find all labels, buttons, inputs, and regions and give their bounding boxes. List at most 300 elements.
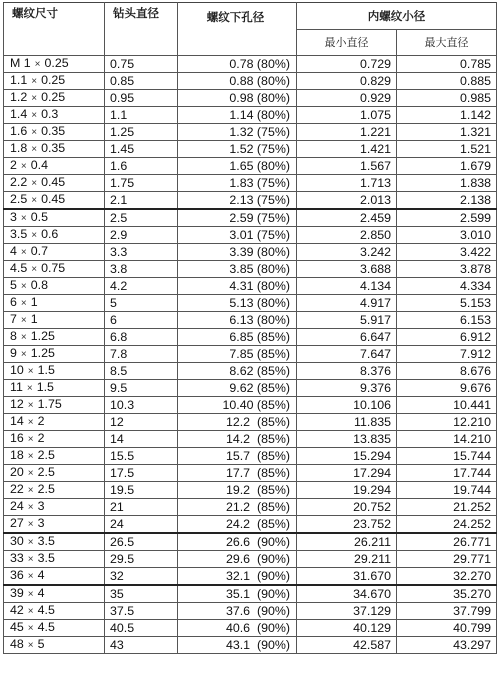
cell-tap-hole: 0.88 (80%): [178, 73, 297, 90]
cell-thread-size: [4, 346, 105, 363]
cell-drill-diameter: 8.5: [105, 363, 178, 380]
cell-drill-diameter: 24: [105, 516, 178, 534]
cell-max-diameter: 6.912: [397, 329, 497, 346]
cell-thread-size: [4, 124, 105, 141]
cell-tap-hole: 12.2 (85%): [178, 414, 297, 431]
table-row: [4, 124, 497, 141]
times-sign: ×: [27, 606, 34, 617]
cell-min-diameter: 15.294: [297, 448, 397, 465]
thread-pitch: 4.5: [37, 603, 55, 617]
cell-min-diameter: 8.376: [297, 363, 397, 380]
cell-thread-size: [4, 431, 105, 448]
times-sign: ×: [27, 571, 34, 582]
cell-drill-diameter: 0.85: [105, 73, 178, 90]
header-minor-diameter: 内螺纹小径: [297, 3, 497, 30]
header-max-diameter: 最大直径: [397, 30, 497, 56]
thread-pitch: 1.75: [37, 397, 62, 411]
cell-tap-hole: 4.31 (80%): [178, 278, 297, 295]
table-row: [4, 448, 497, 465]
table-row: [4, 329, 497, 346]
cell-tap-hole: 3.39 (80%): [178, 244, 297, 261]
cell-max-diameter: 0.985: [397, 90, 497, 107]
cell-min-diameter: 7.647: [297, 346, 397, 363]
cell-thread-size: [4, 568, 105, 586]
cell-drill-diameter: 10.3: [105, 397, 178, 414]
cell-tap-hole: 21.2 (85%): [178, 499, 297, 516]
cell-thread-size: [4, 192, 105, 210]
cell-min-diameter: 4.917: [297, 295, 397, 312]
cell-thread-size: [4, 312, 105, 329]
thread-pitch: 0.3: [41, 107, 59, 121]
times-sign: ×: [20, 281, 27, 292]
cell-max-diameter: 2.138: [397, 192, 497, 210]
cell-drill-diameter: 5: [105, 295, 178, 312]
table-row: [4, 141, 497, 158]
times-sign: ×: [27, 589, 34, 600]
table-row: [4, 431, 497, 448]
thread-pitch: 0.75: [41, 261, 66, 275]
times-sign: ×: [34, 59, 41, 70]
cell-drill-diameter: 1.1: [105, 107, 178, 124]
cell-min-diameter: 0.829: [297, 73, 397, 90]
thread-diameter: 7: [10, 312, 17, 326]
times-sign: ×: [31, 144, 38, 155]
cell-max-diameter: 17.744: [397, 465, 497, 482]
cell-min-diameter: 0.729: [297, 56, 397, 73]
cell-min-diameter: 37.129: [297, 603, 397, 620]
cell-thread-size: [4, 244, 105, 261]
thread-diameter: 10: [10, 363, 24, 377]
cell-max-diameter: 1.321: [397, 124, 497, 141]
times-sign: ×: [27, 623, 34, 634]
thread-pitch: 1: [30, 295, 38, 309]
times-sign: ×: [20, 298, 27, 309]
times-sign: ×: [31, 110, 38, 121]
cell-min-diameter: 23.752: [297, 516, 397, 534]
table-row: [4, 192, 497, 210]
cell-min-diameter: 5.917: [297, 312, 397, 329]
thread-pitch: 4: [37, 586, 45, 600]
thread-diameter: 4.5: [10, 261, 28, 275]
thread-diameter: 11: [10, 380, 23, 394]
header-drill-diameter: 钻头直径: [105, 3, 178, 56]
table-row: [4, 414, 497, 431]
cell-max-diameter: 4.334: [397, 278, 497, 295]
thread-diameter: 27: [10, 516, 24, 530]
cell-thread-size: [4, 637, 105, 654]
thread-diameter: 45: [10, 620, 24, 634]
cell-drill-diameter: 1.6: [105, 158, 178, 175]
cell-tap-hole: 6.13 (80%): [178, 312, 297, 329]
header-min-diameter: 最小直径: [297, 30, 397, 56]
table-row: [4, 90, 497, 107]
cell-max-diameter: 0.785: [397, 56, 497, 73]
cell-min-diameter: 1.075: [297, 107, 397, 124]
cell-drill-diameter: 12: [105, 414, 178, 431]
table-row: [4, 516, 497, 534]
cell-min-diameter: 2.850: [297, 227, 397, 244]
times-sign: ×: [27, 485, 34, 496]
cell-tap-hole: 1.14 (80%): [178, 107, 297, 124]
table-row: [4, 637, 497, 654]
thread-pitch: 5: [37, 637, 45, 651]
table-row: [4, 363, 497, 380]
cell-drill-diameter: 7.8: [105, 346, 178, 363]
thread-pitch: 0.6: [41, 227, 59, 241]
times-sign: ×: [27, 366, 34, 377]
cell-tap-hole: 9.62 (85%): [178, 380, 297, 397]
times-sign: ×: [20, 332, 27, 343]
cell-tap-hole: 1.83 (75%): [178, 175, 297, 192]
header-tap-hole: 螺纹下孔径: [178, 3, 297, 56]
cell-max-diameter: 40.799: [397, 620, 497, 637]
cell-thread-size: [4, 158, 105, 175]
cell-tap-hole: 26.6 (90%): [178, 533, 297, 551]
thread-pitch: 0.5: [30, 210, 48, 224]
cell-min-diameter: 2.013: [297, 192, 397, 210]
cell-tap-hole: 6.85 (85%): [178, 329, 297, 346]
table-row: [4, 73, 497, 90]
table-row: [4, 533, 497, 551]
times-sign: ×: [26, 383, 33, 394]
cell-tap-hole: 1.32 (75%): [178, 124, 297, 141]
cell-min-diameter: 4.134: [297, 278, 397, 295]
cell-tap-hole: 43.1 (90%): [178, 637, 297, 654]
cell-drill-diameter: 0.95: [105, 90, 178, 107]
table-row: [4, 278, 497, 295]
cell-drill-diameter: 9.5: [105, 380, 178, 397]
cell-drill-diameter: 37.5: [105, 603, 178, 620]
cell-max-diameter: 35.270: [397, 585, 497, 603]
thread-diameter: 33: [10, 551, 24, 565]
table-row: [4, 312, 497, 329]
thread-diameter: M 1: [10, 56, 31, 70]
table-row: [4, 346, 497, 363]
cell-min-diameter: 10.106: [297, 397, 397, 414]
thread-diameter: 20: [10, 465, 24, 479]
cell-max-diameter: 24.252: [397, 516, 497, 534]
table-row: [4, 465, 497, 482]
thread-diameter: 2.2: [10, 175, 28, 189]
cell-tap-hole: 2.59 (75%): [178, 209, 297, 227]
times-sign: ×: [20, 247, 27, 258]
cell-thread-size: [4, 397, 105, 414]
cell-min-diameter: 20.752: [297, 499, 397, 516]
thread-diameter: 2.5: [10, 192, 28, 206]
cell-thread-size: [4, 551, 105, 568]
cell-tap-hole: 3.01 (75%): [178, 227, 297, 244]
cell-thread-size: [4, 209, 105, 227]
thread-pitch: 3.5: [37, 534, 55, 548]
cell-max-diameter: 10.441: [397, 397, 497, 414]
cell-max-diameter: 15.744: [397, 448, 497, 465]
thread-diameter: 9: [10, 346, 17, 360]
cell-drill-diameter: 21: [105, 499, 178, 516]
thread-pitch: 0.25: [41, 73, 66, 87]
times-sign: ×: [27, 502, 34, 513]
cell-min-diameter: 1.713: [297, 175, 397, 192]
cell-max-diameter: 21.252: [397, 499, 497, 516]
cell-drill-diameter: 3.3: [105, 244, 178, 261]
cell-thread-size: [4, 533, 105, 551]
cell-max-diameter: 8.676: [397, 363, 497, 380]
cell-thread-size: [4, 73, 105, 90]
cell-drill-diameter: 40.5: [105, 620, 178, 637]
thread-pitch: 2.5: [37, 465, 55, 479]
cell-max-diameter: 1.521: [397, 141, 497, 158]
times-sign: ×: [20, 315, 27, 326]
cell-max-diameter: 9.676: [397, 380, 497, 397]
cell-thread-size: [4, 329, 105, 346]
cell-drill-diameter: 4.2: [105, 278, 178, 295]
thread-diameter: 24: [10, 499, 24, 513]
cell-tap-hole: 19.2 (85%): [178, 482, 297, 499]
cell-min-diameter: 26.211: [297, 533, 397, 551]
cell-tap-hole: 8.62 (85%): [178, 363, 297, 380]
thread-pitch: 0.35: [41, 124, 66, 138]
thread-diameter: 22: [10, 482, 24, 496]
cell-min-diameter: 6.647: [297, 329, 397, 346]
cell-tap-hole: 1.65 (80%): [178, 158, 297, 175]
cell-thread-size: [4, 620, 105, 637]
cell-drill-diameter: 1.75: [105, 175, 178, 192]
cell-tap-hole: 29.6 (90%): [178, 551, 297, 568]
cell-drill-diameter: 1.25: [105, 124, 178, 141]
times-sign: ×: [27, 537, 34, 548]
cell-tap-hole: 32.1 (90%): [178, 568, 297, 586]
cell-tap-hole: 35.1 (90%): [178, 585, 297, 603]
cell-tap-hole: 14.2 (85%): [178, 431, 297, 448]
thread-pitch: 0.25: [44, 56, 69, 70]
cell-drill-diameter: 2.5: [105, 209, 178, 227]
cell-drill-diameter: 6.8: [105, 329, 178, 346]
thread-pitch: 4.5: [37, 620, 55, 634]
cell-thread-size: [4, 56, 105, 73]
thread-diameter: 16: [10, 431, 24, 445]
cell-drill-diameter: 2.9: [105, 227, 178, 244]
cell-min-diameter: 3.242: [297, 244, 397, 261]
cell-min-diameter: 31.670: [297, 568, 397, 586]
thread-diameter: 3.5: [10, 227, 28, 241]
cell-tap-hole: 1.52 (75%): [178, 141, 297, 158]
thread-pitch: 4: [37, 568, 45, 582]
cell-thread-size: [4, 175, 105, 192]
cell-drill-diameter: 0.75: [105, 56, 178, 73]
table-row: [4, 499, 497, 516]
cell-drill-diameter: 14: [105, 431, 178, 448]
thread-diameter: 4: [10, 244, 17, 258]
thread-pitch: 2: [37, 431, 45, 445]
thread-pitch: 1.25: [30, 346, 55, 360]
cell-drill-diameter: 15.5: [105, 448, 178, 465]
thread-pitch: 0.8: [30, 278, 48, 292]
cell-min-diameter: 9.376: [297, 380, 397, 397]
cell-drill-diameter: 6: [105, 312, 178, 329]
cell-max-diameter: 3.010: [397, 227, 497, 244]
table-row: [4, 380, 497, 397]
cell-min-diameter: 40.129: [297, 620, 397, 637]
times-sign: ×: [31, 230, 38, 241]
cell-max-diameter: 3.878: [397, 261, 497, 278]
thread-table-sheet: [3, 2, 496, 654]
cell-thread-size: [4, 465, 105, 482]
cell-max-diameter: 0.885: [397, 73, 497, 90]
table-row: [4, 568, 497, 586]
thread-diameter: 2: [10, 158, 17, 172]
cell-tap-hole: 37.6 (90%): [178, 603, 297, 620]
cell-max-diameter: 32.270: [397, 568, 497, 586]
cell-drill-diameter: 26.5: [105, 533, 178, 551]
cell-thread-size: [4, 295, 105, 312]
cell-max-diameter: 7.912: [397, 346, 497, 363]
cell-drill-diameter: 35: [105, 585, 178, 603]
cell-max-diameter: 1.838: [397, 175, 497, 192]
cell-thread-size: [4, 585, 105, 603]
cell-max-diameter: 19.744: [397, 482, 497, 499]
cell-thread-size: [4, 227, 105, 244]
cell-max-diameter: 14.210: [397, 431, 497, 448]
cell-min-diameter: 34.670: [297, 585, 397, 603]
thread-pitch: 0.45: [41, 192, 66, 206]
cell-tap-hole: 40.6 (90%): [178, 620, 297, 637]
thread-diameter: 48: [10, 637, 24, 651]
table-row: [4, 244, 497, 261]
cell-max-diameter: 2.599: [397, 209, 497, 227]
table-row: [4, 603, 497, 620]
cell-thread-size: [4, 141, 105, 158]
thread-pitch: 1: [30, 312, 38, 326]
cell-tap-hole: 3.85 (80%): [178, 261, 297, 278]
cell-min-diameter: 29.211: [297, 551, 397, 568]
thread-diameter: 18: [10, 448, 24, 462]
cell-min-diameter: 13.835: [297, 431, 397, 448]
cell-min-diameter: 42.587: [297, 637, 397, 654]
thread-size-table: [3, 2, 497, 654]
table-row: [4, 227, 497, 244]
cell-thread-size: [4, 448, 105, 465]
times-sign: ×: [20, 213, 27, 224]
thread-diameter: 1.1: [10, 73, 28, 87]
table-row: [4, 585, 497, 603]
times-sign: ×: [27, 640, 34, 651]
cell-drill-diameter: 1.45: [105, 141, 178, 158]
cell-tap-hole: 7.85 (85%): [178, 346, 297, 363]
thread-pitch: 3: [37, 499, 45, 513]
cell-thread-size: [4, 363, 105, 380]
thread-pitch: 0.25: [41, 90, 66, 104]
times-sign: ×: [27, 400, 34, 411]
cell-max-diameter: 29.771: [397, 551, 497, 568]
cell-tap-hole: 0.98 (80%): [178, 90, 297, 107]
cell-tap-hole: 2.13 (75%): [178, 192, 297, 210]
cell-min-diameter: 0.929: [297, 90, 397, 107]
table-row: [4, 397, 497, 414]
times-sign: ×: [27, 519, 34, 530]
cell-min-diameter: 1.421: [297, 141, 397, 158]
cell-drill-diameter: 17.5: [105, 465, 178, 482]
thread-pitch: 2.5: [37, 482, 55, 496]
thread-diameter: 1.2: [10, 90, 28, 104]
times-sign: ×: [31, 93, 38, 104]
thread-diameter: 30: [10, 534, 24, 548]
cell-thread-size: [4, 499, 105, 516]
cell-thread-size: [4, 603, 105, 620]
cell-drill-diameter: 32: [105, 568, 178, 586]
table-row: [4, 482, 497, 499]
cell-drill-diameter: 3.8: [105, 261, 178, 278]
cell-min-diameter: 1.221: [297, 124, 397, 141]
thread-pitch: 1.5: [37, 363, 55, 377]
thread-diameter: 14: [10, 414, 24, 428]
thread-pitch: 0.7: [30, 244, 48, 258]
cell-tap-hole: 5.13 (80%): [178, 295, 297, 312]
cell-max-diameter: 26.771: [397, 533, 497, 551]
thread-diameter: 39: [10, 586, 24, 600]
cell-min-diameter: 3.688: [297, 261, 397, 278]
times-sign: ×: [31, 178, 38, 189]
table-row: [4, 551, 497, 568]
thread-diameter: 42: [10, 603, 24, 617]
cell-thread-size: [4, 414, 105, 431]
thread-pitch: 3.5: [37, 551, 55, 565]
table-row: [4, 56, 497, 73]
thread-diameter: 8: [10, 329, 17, 343]
times-sign: ×: [27, 434, 34, 445]
cell-drill-diameter: 19.5: [105, 482, 178, 499]
thread-diameter: 1.8: [10, 141, 28, 155]
cell-thread-size: [4, 90, 105, 107]
cell-thread-size: [4, 278, 105, 295]
thread-pitch: 1.25: [30, 329, 55, 343]
cell-tap-hole: 24.2 (85%): [178, 516, 297, 534]
thread-pitch: 0.4: [30, 158, 48, 172]
cell-max-diameter: 6.153: [397, 312, 497, 329]
thread-pitch: 2: [37, 414, 45, 428]
thread-pitch: 0.35: [41, 141, 66, 155]
table-row: [4, 158, 497, 175]
cell-max-diameter: 1.679: [397, 158, 497, 175]
times-sign: ×: [31, 264, 38, 275]
thread-pitch: 3: [37, 516, 45, 530]
times-sign: ×: [27, 554, 34, 565]
cell-min-diameter: 1.567: [297, 158, 397, 175]
cell-thread-size: [4, 107, 105, 124]
thread-pitch: 1.5: [36, 380, 54, 394]
times-sign: ×: [31, 127, 38, 138]
cell-max-diameter: 43.297: [397, 637, 497, 654]
times-sign: ×: [27, 468, 34, 479]
thread-diameter: 36: [10, 568, 24, 582]
thread-diameter: 1.4: [10, 107, 28, 121]
cell-thread-size: [4, 482, 105, 499]
cell-max-diameter: 1.142: [397, 107, 497, 124]
thread-diameter: 1.6: [10, 124, 28, 138]
cell-min-diameter: 11.835: [297, 414, 397, 431]
thread-pitch: 0.45: [41, 175, 66, 189]
table-row: [4, 107, 497, 124]
cell-max-diameter: 5.153: [397, 295, 497, 312]
thread-diameter: 5: [10, 278, 17, 292]
cell-min-diameter: 17.294: [297, 465, 397, 482]
cell-min-diameter: 2.459: [297, 209, 397, 227]
times-sign: ×: [20, 161, 27, 172]
times-sign: ×: [27, 451, 34, 462]
table-row: [4, 209, 497, 227]
cell-min-diameter: 19.294: [297, 482, 397, 499]
times-sign: ×: [31, 76, 38, 87]
thread-diameter: 3: [10, 210, 17, 224]
table-header: [4, 3, 497, 56]
